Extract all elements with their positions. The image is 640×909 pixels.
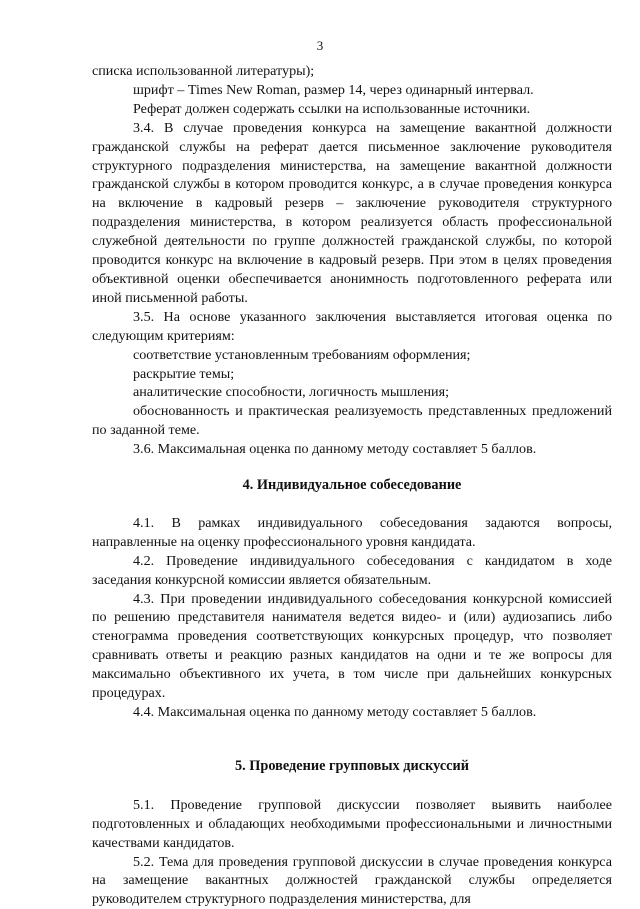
paragraph: списка использованной литературы); [92,63,315,79]
paragraph: обоснованность и практическая реализуемость представленных предложений по заданной теме. [92,403,612,439]
paragraph: 3.4. В случае проведения конкурса на замещение вакантной должности гражданской службы на реферат дается письменное заключение руководителя структурного подразделения министерства, на замещение вакантной должности гражданской службы в котором проводится конкурс, а в случае проведения конкурса на включение в кадровый резерв – заключение руководителя структурного подразделения министерства, в котором реализуется область профессиональной служебной деятельности по группе должностей гражданской службы, по которой проводится конкурс на включение в кадровый резерв. При этом в целях проведения объективной оценки обеспечивается анонимность подготовленного реферата или иной письменной работы. [92,119,612,306]
paragraph: 4.3. При проведении индивидуального собеседования конкурсной комиссией по решению представителя нанимателя ведется видео- и (или) аудиозапись либо стенограмма проведения соответствующих конкурсных процедур, что позволяет сравнивать ответы и реакцию разных кандидатов на одни и те же вопросы для максимально объективного их учета, в том числе при дальнейших конкурсных процедурах. [92,590,612,702]
paragraph: аналитические способности, логичность мышления; [133,384,449,401]
paragraph: 5.1. Проведение групповой дискуссии позволяет выявить наиболее подготовленных и обладающих необходимыми профессиональными и личностными качествами кандидатов. [92,796,612,851]
paragraph: 4.2. Проведение индивидуального собеседования с кандидатом в ходе заседания конкурсной комиссии является обязательным. [92,552,612,588]
paragraph: 4.4. Максимальная оценка по данному методу составляет 5 баллов. [133,704,537,720]
paragraph: 5.2. Тема для проведения групповой дискуссии в случае проведения конкурса на замещение вакантных должностей гражданской службы определяется руководителем структурного подразделения министерства, для [92,853,612,908]
page-number: 3 [316,38,324,53]
section-heading: 5. Проведение групповых дискуссий [234,757,469,774]
paragraph: шрифт – Times New Roman, размер 14, через одинарный интервал. [133,81,534,98]
paragraph: раскрытие темы; [133,365,235,382]
paragraph: соответствие установленным требованиям оформления; [133,346,471,363]
document-body [92,62,612,909]
paragraph: 3.6. Максимальная оценка по данному методу составляет 5 баллов. [133,441,537,458]
paragraph: Реферат должен содержать ссылки на использованные источники. [133,100,531,117]
section-heading: 4. Индивидуальное собеседование [242,477,462,494]
paragraph: 4.1. В рамках индивидуального собеседования задаются вопросы, направленные на оценку профессионального уровня кандидата. [92,514,612,550]
paragraph: 3.5. На основе указанного заключения выставляется итоговая оценка по следующим критериям: [92,308,612,344]
